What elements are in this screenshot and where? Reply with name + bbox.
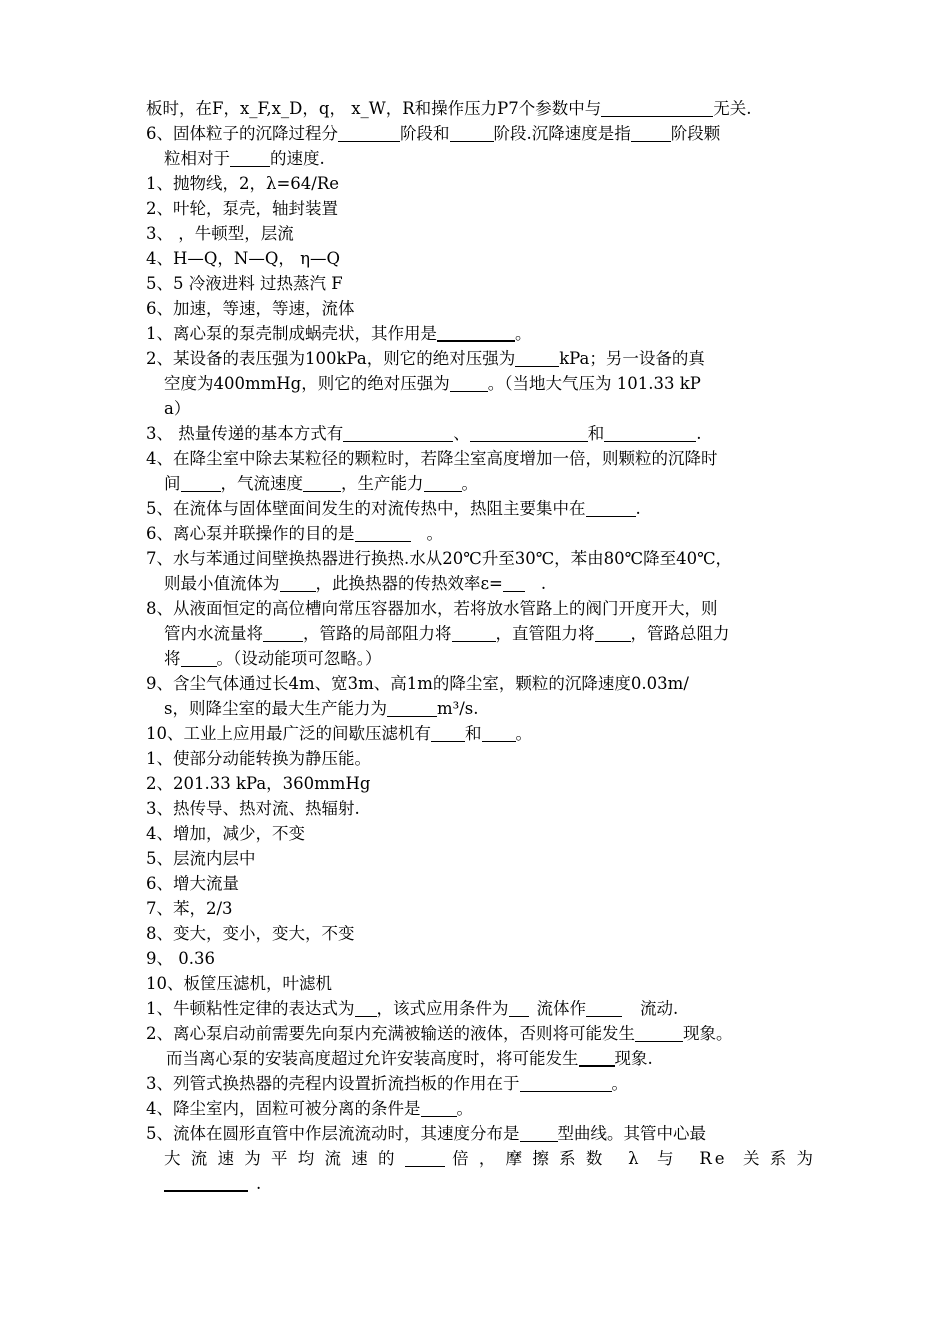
- blank: [520, 1125, 558, 1142]
- blank: [579, 1049, 615, 1067]
- blank: [595, 625, 631, 642]
- question-line: s，则降尘室的最大生产能力为 m³/s.: [164, 699, 479, 718]
- blank: [421, 1100, 457, 1117]
- text-line: 板时，在F，x_F,x_D，q， x_W，R和操作压力P7个参数中与 无关.: [146, 99, 752, 118]
- blank: [355, 1000, 377, 1017]
- answer-line: 2、201.33 kPa，360mmHg: [146, 774, 371, 793]
- question-line: 9、含尘气体通过长4m、宽3m、高1m的降尘室，颗粒的沉降速度0.03m/: [146, 674, 689, 693]
- blank: [450, 125, 494, 142]
- answer-line: 1、抛物线，2，λ=64/Re: [146, 174, 340, 193]
- answer-line: 6、增大流量: [146, 874, 239, 893]
- blank: [450, 375, 488, 392]
- question-line: 5、流体在圆形直管中作层流流动时，其速度分布是 型曲线。其管中心最: [146, 1124, 706, 1143]
- question-line: 大流速为平均流速的 倍，摩擦系数 λ 与 Re 关系为: [164, 1149, 817, 1168]
- question-6-line-2: 粒相对于 的速度.: [164, 149, 325, 168]
- blank: [635, 1025, 683, 1042]
- question-line: 3、 热量传递的基本方式有 、 和 .: [146, 424, 702, 443]
- blank: [263, 625, 303, 642]
- answer-line: 10、板筐压滤机，叶滤机: [146, 974, 332, 993]
- blank: [509, 1000, 529, 1017]
- question-line: .: [146, 1171, 816, 1196]
- answer-line: 4、H—Q，N—Q， η—Q: [146, 249, 341, 268]
- blank: [482, 725, 516, 742]
- question-line: 4、降尘室内，固粒可被分离的条件是 。: [146, 1099, 473, 1118]
- answer-line: 5、层流内层中: [146, 849, 256, 868]
- question-line: 管内水流量将 ，管路的局部阻力将 ，直管阻力将 ，管路总阻力: [164, 624, 730, 643]
- blank: [303, 475, 341, 492]
- question-line: a）: [164, 399, 191, 418]
- blank: [520, 1075, 612, 1092]
- answer-line: 8、变大，变小，变大，不变: [146, 924, 355, 943]
- answer-line: 2、叶轮，泵壳，轴封装置: [146, 199, 338, 218]
- blank: [230, 150, 270, 167]
- blank: [601, 100, 713, 117]
- question-line: 4、在降尘室中除去某粒径的颗粒时，若降尘室高度增加一倍，则颗粒的沉降时: [146, 449, 718, 468]
- answer-line: 3、热传导、热对流、热辐射.: [146, 799, 360, 818]
- answer-line: 9、 0.36: [146, 949, 215, 968]
- blank: [470, 425, 588, 442]
- question-line: 5、在流体与固体壁面间发生的对流传热中，热阻主要集中在 .: [146, 499, 641, 518]
- blank: [343, 425, 453, 442]
- question-line: 空度为400mmHg，则它的绝对压强为 。（当地大气压为 101.33 kP: [164, 374, 701, 393]
- question-line: 将 。（设动能项可忽略。）: [164, 649, 382, 668]
- blank: [586, 1000, 622, 1017]
- blank: [280, 575, 316, 592]
- blank: [355, 525, 411, 542]
- question-line: 则最小值流体为 ，此换热器的传热效率ε= .: [164, 574, 547, 593]
- blank: [338, 125, 400, 142]
- blank: [515, 350, 559, 367]
- question-line: 间 ，气流速度 ，生产能力 。: [164, 474, 478, 493]
- answer-line: 5、5 冷液进料 过热蒸汽 F: [146, 274, 343, 293]
- blank: [405, 1150, 445, 1167]
- blank: [452, 625, 496, 642]
- answer-line: 1、使部分动能转换为静压能。: [146, 749, 371, 768]
- question-line: 1、牛顿粘性定律的表达式为 ，该式应用条件为 流体作 流动.: [146, 999, 679, 1018]
- blank: [431, 725, 465, 742]
- document-body: [146, 96, 816, 1196]
- blank: [424, 475, 462, 492]
- blank: [586, 500, 636, 517]
- question-line: 3、列管式换热器的壳程内设置折流挡板的作用在于 。: [146, 1074, 628, 1093]
- question-line: 6、离心泵并联操作的目的是 。: [146, 524, 443, 543]
- blank: [631, 125, 671, 142]
- blank: [164, 1174, 248, 1192]
- blank: [387, 700, 437, 717]
- question-line: 2、某设备的表压强为100kPa，则它的绝对压强为 kPa；另一设备的真: [146, 349, 705, 368]
- blank: [503, 575, 525, 592]
- question-line: 10、工业上应用最广泛的间歇压滤机有 和 。: [146, 724, 532, 743]
- answer-line: 3、 ，牛顿型，层流: [146, 224, 294, 243]
- blank: [181, 475, 221, 492]
- question-line: 7、水与苯通过间壁换热器进行换热.水从20℃升至30℃，苯由80℃降至40℃，: [146, 549, 733, 568]
- question-line: 8、从液面恒定的高位槽向常压容器加水，若将放水管路上的阀门开度开大，则: [146, 599, 718, 618]
- question-6-line-1: 6、固体粒子的沉降过程分 阶段和 阶段.沉降速度是指 阶段颗: [146, 124, 721, 143]
- blank: [437, 324, 515, 342]
- answer-line: 6、加速，等速，等速，流体: [146, 299, 355, 318]
- question-line: 而当离心泵的安装高度超过允许安装高度时，将可能发生 现象.: [166, 1049, 653, 1068]
- answer-line: 4、增加，减少，不变: [146, 824, 305, 843]
- blank: [181, 650, 217, 667]
- question-line: 2、离心泵启动前需要先向泵内充满被输送的液体，否则将可能发生 现象。: [146, 1024, 733, 1043]
- question-line: 1、离心泵的泵壳制成蜗壳状，其作用是 。: [146, 324, 532, 343]
- blank: [604, 425, 696, 442]
- answer-line: 7、苯，2/3: [146, 899, 233, 918]
